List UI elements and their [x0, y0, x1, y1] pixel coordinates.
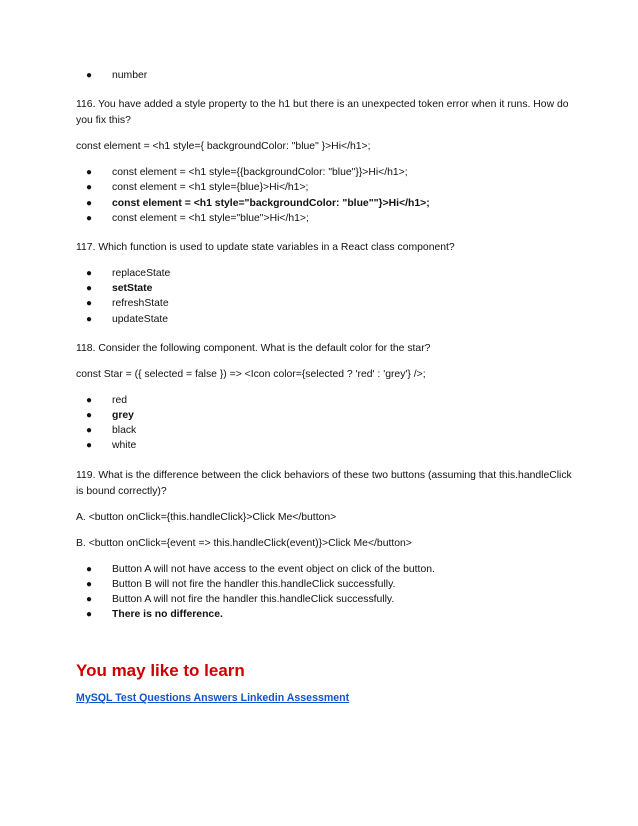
- options-116: [76, 165, 576, 226]
- code-119-b: B. <button onClick={event => this.handleClick(event)}>Click Me</button>: [76, 537, 412, 549]
- list-item: ● number: [76, 68, 576, 83]
- bullet-icon: ●: [86, 182, 93, 194]
- bullet-icon: ●: [86, 609, 93, 621]
- bullet-icon: ●: [86, 268, 93, 280]
- question-117: 117. Which function is used to update state variables in a React class component?: [76, 242, 455, 254]
- correct-answer-item: ● const element = <h1 style="backgroundColor: "blue""}>Hi</h1>;: [76, 196, 576, 211]
- mysql-assessment-link[interactable]: MySQL Test Questions Answers Linkedin Assessment: [76, 692, 350, 705]
- correct-answer-item: ● There is no difference.: [76, 607, 576, 622]
- list-item: ● Button A will not have access to the event object on click of the button.: [76, 562, 576, 577]
- list-item: ● refreshState: [76, 296, 576, 311]
- list-item: ● const element = <h1 style="blue">Hi</h1>;: [76, 211, 576, 226]
- bullet-icon: ●: [86, 594, 93, 606]
- correct-answer-item: ● setState: [76, 281, 576, 296]
- list-item: ● black: [76, 423, 576, 438]
- list-item: ● Button B will not fire the handler this.handleClick successfully.: [76, 577, 576, 592]
- bullet-icon: ●: [86, 578, 93, 590]
- options-119: [76, 562, 576, 623]
- list-item: ● updateState: [76, 312, 576, 327]
- bullet-icon: ●: [86, 313, 93, 325]
- list-item: ● replaceState: [76, 266, 576, 281]
- bullet-icon: ●: [86, 394, 93, 406]
- list-item: ● const element = <h1 style={blue}>Hi</h1>;: [76, 180, 576, 195]
- question-119: 119. What is the difference between the click behaviors of these two buttons (assuming that this.handleClick is bound correctly)?: [76, 469, 572, 497]
- question-118: 118. Consider the following component. What is the default color for the star?: [76, 342, 431, 354]
- bullet-icon: ●: [86, 197, 93, 209]
- list-item: ● red: [76, 393, 576, 408]
- bullet-icon: ●: [86, 167, 93, 179]
- bullet-icon: ●: [86, 212, 93, 224]
- document-content: [76, 68, 576, 707]
- learn-heading: You may like to learn: [76, 661, 245, 681]
- bullet-icon: ●: [86, 425, 93, 437]
- prev-answer-list: [76, 68, 576, 83]
- list-item: ● Button A will not fire the handler this.handleClick successfully.: [76, 592, 576, 607]
- bullet-icon: ●: [86, 283, 93, 295]
- bullet-icon: ●: [86, 70, 93, 81]
- list-item: ● const element = <h1 style={{backgroundColor: "blue"}}>Hi</h1>;: [76, 165, 576, 180]
- bullet-icon: ●: [86, 298, 93, 310]
- question-116: 116. You have added a style property to the h1 but there is an unexpected token error when it runs. How do you fix this?: [76, 99, 569, 127]
- bullet-icon: ●: [86, 440, 93, 452]
- options-117: [76, 266, 576, 327]
- bullet-icon: ●: [86, 410, 93, 422]
- correct-answer-item: ● grey: [76, 408, 576, 423]
- code-118: const Star = ({ selected = false }) => <Icon color={selected ? 'red' : 'grey'} />;: [76, 368, 426, 380]
- options-118: [76, 393, 576, 454]
- list-item: ● white: [76, 438, 576, 453]
- bullet-icon: ●: [86, 563, 93, 575]
- code-116: const element = <h1 style={ backgroundColor: "blue" }>Hi</h1>;: [76, 141, 371, 153]
- code-119-a: A. <button onClick={this.handleClick}>Click Me</button>: [76, 511, 337, 523]
